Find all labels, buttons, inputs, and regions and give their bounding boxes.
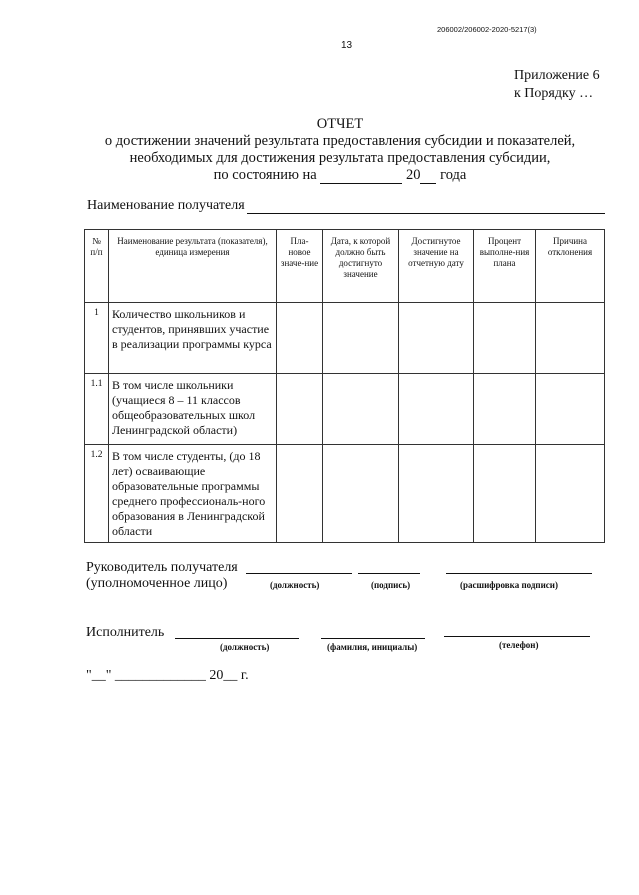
cell-reason[interactable] (536, 303, 605, 374)
head-label: Руководитель получателя (86, 560, 238, 575)
report-title (40, 116, 639, 184)
cell-achieved[interactable] (399, 303, 474, 374)
appendix-line-1: Приложение 6 (514, 68, 600, 83)
cell-percent[interactable] (474, 374, 536, 445)
col-header-num: № п/п (85, 230, 109, 303)
page-number: 13 (341, 40, 353, 51)
cell-reason[interactable] (536, 445, 605, 543)
report-date-field[interactable]: "__" _____________ 20__ г. (86, 668, 249, 683)
executor-label: Исполнитель (86, 625, 165, 640)
recipient-name-field[interactable] (247, 213, 605, 214)
appendix-line-2: к Порядку … (514, 86, 594, 101)
table-row (85, 374, 605, 445)
col-header-reason: Причина отклонения (536, 230, 605, 303)
col-header-target-date: Дата, к которой должно быть достигнуто значение (323, 230, 399, 303)
report-table (84, 229, 605, 543)
cell-target-date[interactable] (323, 374, 399, 445)
year-blank[interactable] (420, 170, 436, 184)
report-heading: ОТЧЕТ (316, 116, 364, 132)
executor-name-field[interactable] (321, 638, 425, 639)
col-header-achieved: Достигнутое значение на отчетную дату (399, 230, 474, 303)
executor-position-caption: (должность) (220, 642, 270, 652)
cell-planned[interactable] (277, 445, 323, 543)
cell-planned[interactable] (277, 374, 323, 445)
head-position-field[interactable] (246, 573, 352, 574)
row-indicator-name: В том числе школьники (учащиеся 8 – 11 классов общеобразовательных школ Ленинградской области) (109, 374, 277, 445)
row-indicator-name: В том числе студенты, (до 18 лет) осваивающие образовательные программы среднего профессиональ-ного образования в Ленинградской области (109, 445, 277, 543)
executor-phone-field[interactable] (444, 636, 590, 637)
authorized-person-label: (уполномоченное лицо) (86, 576, 228, 591)
head-signature-field[interactable] (358, 573, 420, 574)
cell-percent[interactable] (474, 445, 536, 543)
cell-achieved[interactable] (399, 445, 474, 543)
date-blank[interactable] (320, 170, 402, 184)
executor-phone-caption: (телефон) (499, 640, 539, 650)
head-signature-decoding-field[interactable] (446, 573, 592, 574)
col-header-percent: Процент выполне-ния плана (474, 230, 536, 303)
head-signature-caption: (подпись) (371, 580, 411, 590)
table-row (85, 303, 605, 374)
report-subtitle-line-2: необходимых для достижения результата предоставления субсидии, (129, 150, 551, 166)
row-indicator-name: Количество школьников и студентов, принявших участие в реализации программы курса (109, 303, 277, 374)
report-subtitle-line-1: о достижении значений результата предоставления субсидии и показателей, (104, 133, 576, 149)
year-suffix: года (440, 167, 467, 183)
cell-planned[interactable] (277, 303, 323, 374)
recipient-label: Наименование получателя (87, 198, 245, 213)
head-decoding-caption: (расшифровка подписи) (460, 580, 558, 590)
report-date-line (40, 167, 639, 184)
col-header-planned: Пла-новое значе-ние (277, 230, 323, 303)
row-number: 1.1 (85, 374, 109, 445)
cell-reason[interactable] (536, 374, 605, 445)
cell-target-date[interactable] (323, 445, 399, 543)
date-prefix: по состоянию на (213, 167, 317, 183)
year-prefix: 20 (405, 167, 421, 183)
table-row (85, 445, 605, 543)
table-header-row (85, 230, 605, 303)
cell-percent[interactable] (474, 303, 536, 374)
cell-target-date[interactable] (323, 303, 399, 374)
document-code: 206002/206002-2020-5217(3) (437, 25, 537, 34)
executor-position-field[interactable] (175, 638, 299, 639)
head-position-caption: (должность) (270, 580, 320, 590)
row-number: 1 (85, 303, 109, 374)
appendix-reference (514, 67, 600, 103)
row-number: 1.2 (85, 445, 109, 543)
col-header-name: Наименование результата (показателя), единица измерения (109, 230, 277, 303)
executor-name-caption: (фамилия, инициалы) (327, 642, 418, 652)
cell-achieved[interactable] (399, 374, 474, 445)
